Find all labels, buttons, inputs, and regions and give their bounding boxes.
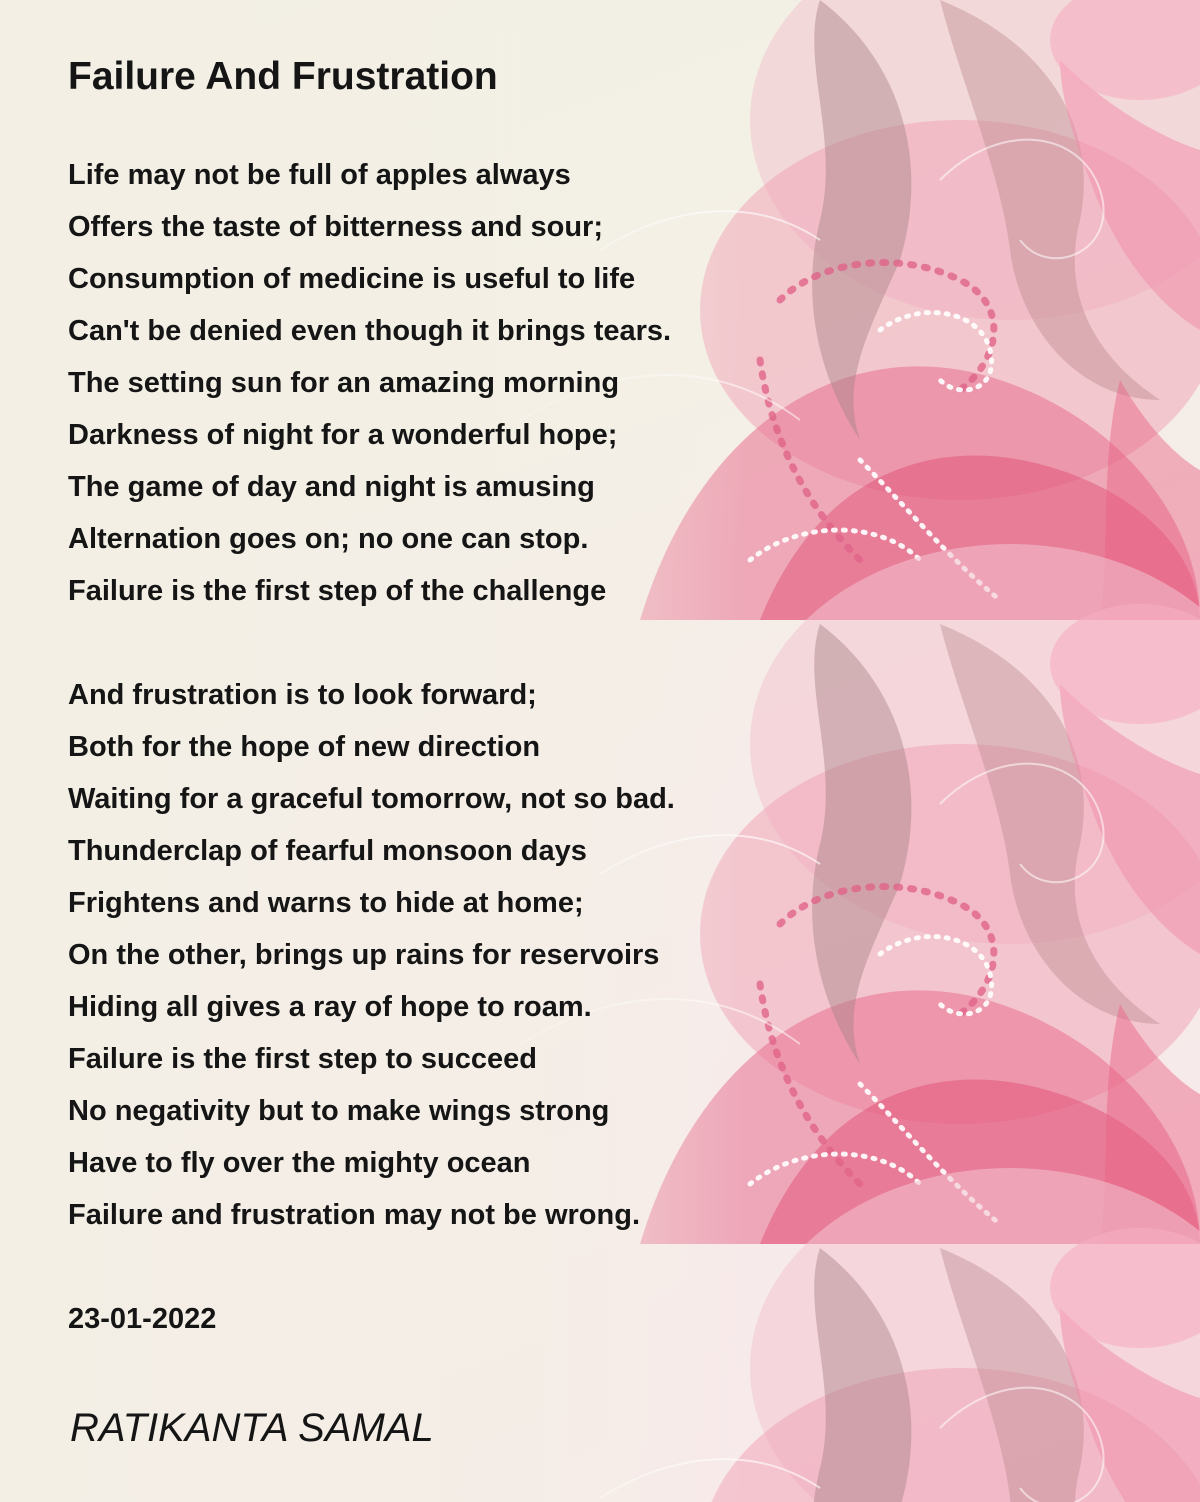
poem-line: No negativity but to make wings strong <box>68 1095 610 1127</box>
poem-line: Frightens and warns to hide at home; <box>68 887 584 919</box>
poem-line: Darkness of night for a wonderful hope; <box>68 419 618 451</box>
poem-author: RATIKANTA SAMAL <box>70 1406 434 1450</box>
poem-line: Failure is the first step to succeed <box>68 1043 537 1075</box>
poem-line: Waiting for a graceful tomorrow, not so bad. <box>68 783 675 815</box>
poem-line: On the other, brings up rains for reservoirs <box>68 939 660 971</box>
poem-line: Offers the taste of bitterness and sour; <box>68 211 603 243</box>
stanza-1 <box>68 149 671 617</box>
poem-line: The game of day and night is amusing <box>68 471 595 503</box>
poem-line: Thunderclap of fearful monsoon days <box>68 835 587 867</box>
poem-date: 23-01-2022 <box>68 1303 217 1335</box>
poem-line: Alternation goes on; no one can stop. <box>68 523 589 555</box>
poem-line: The setting sun for an amazing morning <box>68 367 620 399</box>
poem-line: Have to fly over the mighty ocean <box>68 1147 531 1179</box>
poem-line: Life may not be full of apples always <box>68 159 571 191</box>
poem-title: Failure And Frustration <box>68 55 498 98</box>
poem-line: Can't be denied even though it brings tears. <box>68 315 672 347</box>
poem-line: Hiding all gives a ray of hope to roam. <box>68 991 592 1023</box>
poem-line: Failure is the first step of the challenge <box>68 575 607 607</box>
stanza-2 <box>68 669 675 1241</box>
poem-line: And frustration is to look forward; <box>68 679 537 711</box>
poem-line: Consumption of medicine is useful to life <box>68 263 636 295</box>
poem-line: Both for the hope of new direction <box>68 731 541 763</box>
poem-line: Failure and frustration may not be wrong. <box>68 1199 640 1231</box>
